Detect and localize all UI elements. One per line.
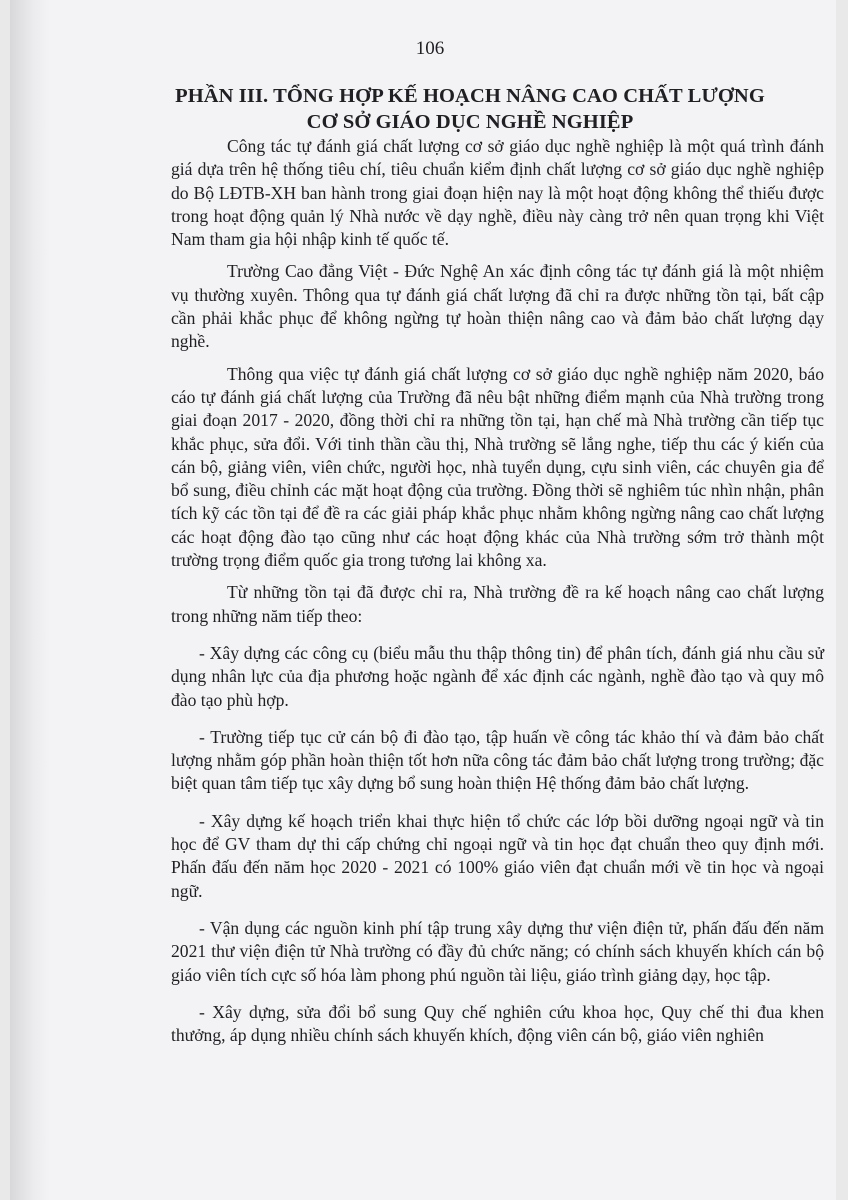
bullet-item: - Xây dựng các công cụ (biểu mẫu thu thập thông tin) để phân tích, đánh giá nhu cầu sử dụng nhân lực của địa phương hoặc ngành để xác định các ngành, nghề đào tạo và quy mô đào tạo phù hợp. [171, 642, 824, 710]
page-number: 106 [415, 38, 445, 59]
paragraph: Từ những tồn tại đã được chỉ ra, Nhà trường đề ra kế hoạch nâng cao chất lượng trong những năm tiếp theo: [171, 582, 824, 626]
bullet-item: - Xây dựng kế hoạch triển khai thực hiện tổ chức các lớp bồi dưỡng ngoại ngữ và tin học để GV tham dự thi cấp chứng chỉ ngoại ngữ và tin học đạt chuẩn theo quy định mới. Phấn đấu đến năm học 2020 - 2021 có 100% giáo viên đạt chuẩn mới về tin học và ngoại ngữ. [171, 810, 824, 901]
section-title-line-1: PHẦN III. TỔNG HỢP KẾ HOẠCH NÂNG CAO CHẤT LƯỢNG [175, 85, 765, 107]
document-body [171, 135, 824, 1047]
bullet-item: - Xây dựng, sửa đổi bổ sung Quy chế nghiên cứu khoa học, Quy chế thi đua khen thưởng, áp dụng nhiều chính sách khuyến khích, động viên cán bộ, giáo viên nghiên [171, 1001, 824, 1046]
paragraph: Công tác tự đánh giá chất lượng cơ sở giáo dục nghề nghiệp là một quá trình đánh giá dựa trên hệ thống tiêu chí, tiêu chuẩn kiểm định chất lượng cơ sở giáo dục nghề nghiệp do Bộ LĐTB-XH ban hành trong giai đoạn hiện nay là một hoạt động không thể thiếu được trong hoạt động quản lý Nhà nước về dạy nghề, điều này càng trở nên quan trọng khi Việt Nam tham gia hội nhập kinh tế quốc tế. [171, 136, 824, 250]
paragraph: Trường Cao đẳng Việt - Đức Nghệ An xác định công tác tự đánh giá là một nhiệm vụ thường xuyên. Thông qua tự đánh giá chất lượng đã chỉ ra được những tồn tại, bất cập cần phải khắc phục để không ngừng tự hoàn thiện nâng cao và đảm bảo chất lượng dạy nghề. [171, 261, 824, 352]
section-title-line-2: CƠ SỞ GIÁO DỤC NGHỀ NGHIỆP [306, 111, 634, 133]
bullet-item: - Vận dụng các nguồn kinh phí tập trung xây dựng thư viện điện tử, phấn đấu đến năm 2021 thư viện điện tử Nhà trường có đầy đủ chức năng; có chính sách khuyến khích cán bộ giáo viên tích cực số hóa làm phong phú nguồn tài liệu, giáo trình giảng dạy, học tập. [171, 917, 824, 985]
page-binding-shadow [10, 0, 50, 1200]
bullet-item: - Trường tiếp tục cử cán bộ đi đào tạo, tập huấn về công tác khảo thí và đảm bảo chất lượng nhằm góp phần hoàn thiện tốt hơn nữa công tác đảm bảo chất lượng trong trường; đặc biệt quan tâm tiếp tục xây dựng bổ sung hoàn thiện Hệ thống đảm bảo chất lượng. [171, 726, 824, 794]
paragraph: Thông qua việc tự đánh giá chất lượng cơ sở giáo dục nghề nghiệp năm 2020, báo cáo tự đánh giá chất lượng của Trường đã nêu bật những điểm mạnh của Nhà trường trong giai đoạn 2017 - 2020, đồng thời chỉ ra những tồn tại, hạn chế mà Nhà trường cần tiếp tục khắc phục, sửa đổi. Với tinh thần cầu thị, Nhà trường sẽ lắng nghe, tiếp thu các ý kiến của cán bộ, giảng viên, viên chức, người học, nhà tuyển dụng, cựu sinh viên, các chuyên gia để bổ sung, điều chỉnh các mặt hoạt động của trường. Đồng thời sẽ nghiêm túc nhìn nhận, phân tích kỹ các tồn tại để đề ra các giải pháp khắc phục nhằm không ngừng nâng cao chất lượng các hoạt động đào tạo cũng như các hoạt động khác của Nhà trường sớm trở thành một trường trọng điểm quốc gia trong tương lai không xa. [171, 363, 824, 571]
